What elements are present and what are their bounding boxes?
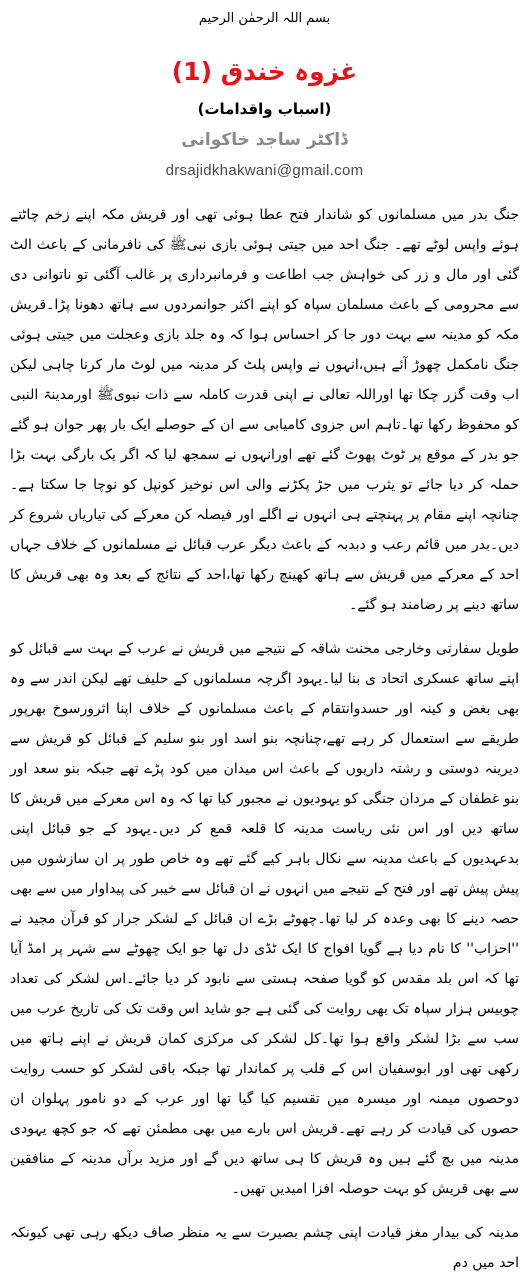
author-name: ڈاکٹر ساجد خاکوانی [181, 130, 348, 150]
author-email[interactable]: drsajidkhakwani@gmail.com [165, 162, 364, 179]
paragraph-2: طویل سفارتی وخارجی محنت شاقہ کے نتیجے میں قریش نے عرب کے بہت سے قبائل کو اپنے ساتھ عسکری اتحاد ی بنا لیا۔یہود اگرچہ مسلمانوں کے حلیف تھے لیکن اندر سے وہ بھی بغض و کینہ اور حسدوانتقام کے باعث مسلمانوں کے خلاف اپنا اثرورسوخ بھرپور طریقے سے استعمال کر رہے تھے،چنانچہ بنو اسد اور بنو سلیم کے قبائل کو قریش سے دیرینہ دوستی و رشتہ داریوں کے باعث اس میدان میں کود پڑے تھے جبکہ بنو سعد اور بنو غطفان کے مردان جنگی کو یہودیوں نے مجبور کیا تھا کہ وہ اس معرکے میں قریش کا ساتھ دیں اور اس نئی ریاست مدینہ کا قلعہ قمع کر دیں۔یہود کے جو قبائل اپنی بدعہدیوں کے باعث مدینہ سے نکال باہر کیے گئے تھے وہ خاص طور پر ان سازشوں میں پیش پیش تھے اور فتح کے نتیجے میں انہوں نے ان قبائل سے خیبر کی پیداوار میں سے بھی حصہ دینے کا بھی وعدہ کر لیا تھا۔چھوٹے بڑے ان قبائل کے لشکر جرار کو قرآن مجید نے ''احزاب'' کا نام دیا ہے گویا افواج کا ایک ٹڈی دل تھا جو ایک چھوٹے سے شہر پر امڈ آیا تھا کہ اس بلد مقدس کو گویا صفحہ ہستی سے نابود کر دیا جائے۔اس لشکر کی تعداد چوبیس ہزار سپاہ تک بھی روایت کی گئی ہے جو شاید اس وقت تک کی تاریخ عرب میں سب سے بڑا لشکر واقع ہوا تھا۔کل لشکر کی مرکزی کمان قریش نے اپنے ہاتھ میں رکھی تھی اور ابوسفیان اس کے قلب پر کماندار تھا جبکہ باقی لشکر کو حسب روایت دوحصوں میمنہ اور میسرہ میں تقسیم کیا گیا تھا اور عرب کے دو نامور پہلوان ان حصوں کی قیادت کر رہے تھے۔قریش اس بارے میں بھی مطمئن تھے کہ جو کچھ یہودی مدینہ میں بچ گئے ہیں وہ قریش کا ہی ساتھ دیں گے اور مزید برآں مدینہ کے منافقین سے بھی قریش کو بہت حوصلہ افزا امیدیں تھیں۔ [10, 641, 519, 1197]
article-title: غزوہ خندق (1) [171, 57, 358, 86]
paragraph-3: مدینہ کی بیدار مغز قیادت اپنی چشم بصیرت سے یہ منظر صاف دیکھ رہی تھی کیونکہ احد میں دم [10, 1225, 519, 1271]
bismillah-heading: بسم اللہ الرحمٰن الرحیم [198, 11, 331, 26]
article-subtitle: (اسباب واقدامات) [197, 100, 332, 118]
paragraph-1: جنگ بدر میں مسلمانوں کو شاندار فتح عطا ہوئی تھی اور قریش مکہ اپنے زخم چاٹتے ہوئے واپس لوٹے تھے۔ جنگ احد میں جیتی ہوئی بازی نبیﷺ کی نافرمانی کے باعث الٹ گئی اور مال و زر کی خواہش جب اطاعت و فرمانبرداری پر غالب آگئی تو ناتوانی دی سے محرومی کے باعث مسلمان سپاہ کو اپنے اکثر جوانمردوں سے ہاتھ دھونا پڑا۔قریش مکہ کو مدینہ سے بہت دور جا کر احساس ہوا کہ وہ جلد بازی وعجلت میں جیتی ہوئی جنگ نامکمل چھوڑ آئے ہیں،انہوں نے واپس پلٹ کر مدینہ میں لوٹ مار کرنا چاہی لیکن اب وقت گزر چکا تھا اوراللہ تعالی نے اپنی قدرت کاملہ سے ذات نبویﷺ اورمدینۃ النبی کو محفوظ رکھا تھا۔تاہم اس جزوی کامیابی سے ان کے حوصلے ایک بار پھر جوان ہو گئے جو بدر کے موقع پر ٹوٹ پھوٹ گئے تھے اورانہوں نے سمجھ لیا کہ اگر یک بارگی بہت بڑا حملہ کر دیا جائے تو یثرب میں جڑ پکڑنے والی اس نوخیز کونپل کو نوچا جا سکتا ہے۔چنانچہ اپنے مقام پر پہنچتے ہی انہوں نے اگلے اور فیصلہ کن معرکے کی تیاریاں شروع کر دیں۔بدر میں قائم رعب و دبدبہ کے باعث دیگر عرب قبائل نے مسلمانوں کے خلاف جہاں احد کے معرکے میں قریش سے ہاتھ کھینچ رکھا تھا،احد کے نتائج کے بعد وہ بھی قریش کا ساتھ دینے پر رضامند ہو گئے۔ [10, 207, 519, 613]
